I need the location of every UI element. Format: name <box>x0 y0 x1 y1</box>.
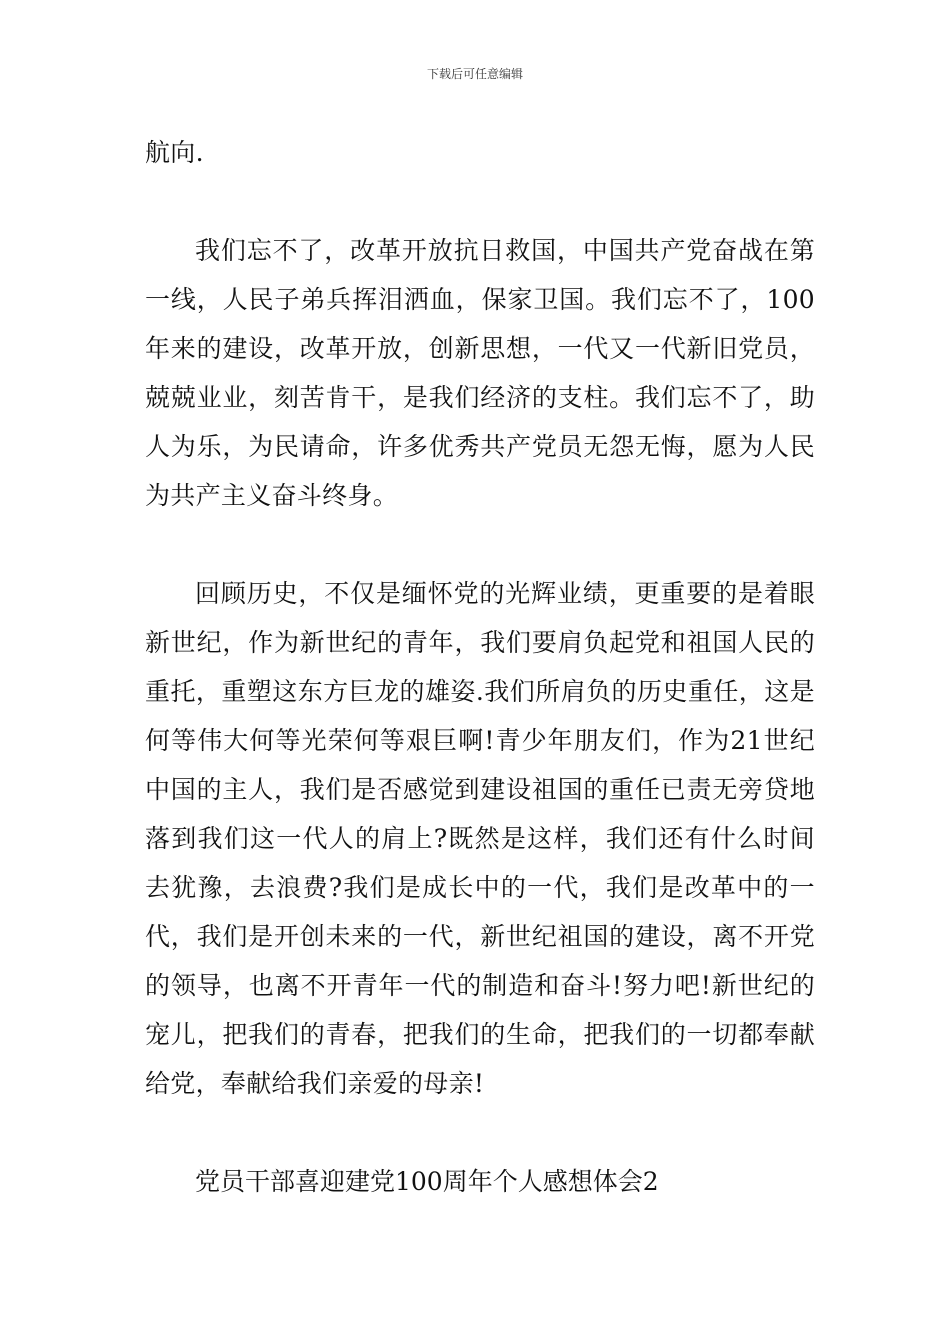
paragraph-continuation: 航向. <box>145 138 204 167</box>
paragraph-spacer <box>145 177 815 226</box>
paragraph-spacer <box>145 1108 815 1157</box>
document-body <box>145 128 815 1206</box>
page-header: 下载后可任意编辑 <box>426 67 523 81</box>
paragraph-history: 回顾历史，不仅是缅怀党的光辉业绩，更重要的是着眼新世纪，作为新世纪的青年，我们要肩负起党和祖国人民的重托，重塑这东方巨龙的雄姿.我们所肩负的历史重任，这是何等伟大何等光荣何等艰巨啊!青少年朋友们，作为21世纪中国的主人，我们是否感觉到建设祖国的重任已责无旁贷地落到我们这一代人的肩上?既然是这样，我们还有什么时间去犹豫，去浪费?我们是成长中的一代，我们是改革中的一代，我们是开创未来的一代，新世纪祖国的建设，离不开党的领导，也离不开青年一代的制造和奋斗!努力吧!新世纪的宠儿，把我们的青春，把我们的生命，把我们的一切都奉献给党，奉献给我们亲爱的母亲! <box>145 579 815 1098</box>
paragraph-memory: 我们忘不了，改革开放抗日救国，中国共产党奋战在第一线，人民子弟兵挥泪洒血，保家卫国。我们忘不了，100年来的建设，改革开放，创新思想，一代又一代新旧党员，兢兢业业，刻苦肯干，是我们经济的支柱。我们忘不了，助人为乐，为民请命，许多优秀共产党员无怨无悔，愿为人民为共产主义奋斗终身。 <box>145 236 815 510</box>
section-heading: 党员干部喜迎建党100周年个人感想体会2 <box>195 1167 659 1196</box>
paragraph-spacer <box>145 520 815 569</box>
